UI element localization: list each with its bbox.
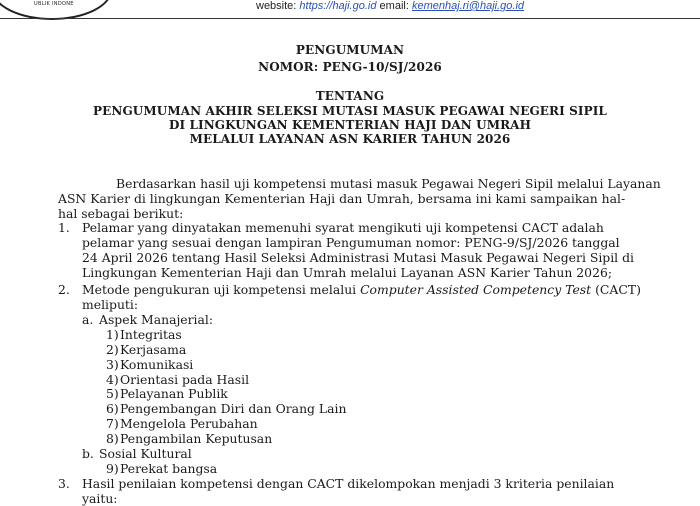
list-number: 1. [58,220,70,235]
list-text: Pelamar yang dinyatakan memenuhi syarat mengikuti uji kompetensi CACT adalah pelamar yang sesuai dengan lampiran Pengumuman nomor: PENG-9/SJ/2026 tanggal 24 April 2026 tentang Hasil Seleksi Administrasi Mutasi Masuk Pegawai Negeri Sipil di Lingkungan Kementerian Haji dan Umrah melalui Layanan ASN Karier Tahun 2026; [82,220,634,280]
website-link[interactable]: https://haji.go.id [299,0,377,12]
subject-line-1: PENGUMUMAN AKHIR SELEKSI MUTASI MASUK PEGAWAI NEGERI SIPIL [93,104,607,118]
aspect-item: 1)Integritas [106,327,182,342]
subject-line-3: MELALUI LAYANAN ASN KARIER TAHUN 2026 [189,132,511,146]
document-number: NOMOR: PENG-10/SJ/2026 [258,60,442,74]
email-label: email: [379,0,409,12]
sublist-title: Sosial Kultural [99,446,192,461]
list-number: 3. [58,476,70,491]
aspect-item: 3)Komunikasi [106,357,194,372]
list-text: Hasil penilaian kompetensi dengan CACT dikelompokan menjadi 3 kriteria penilaian yaitu: [82,476,615,506]
about-label: TENTANG [315,89,385,103]
aspect-item: 4)Orientasi pada Hasil [106,372,250,387]
website-label: website: [256,0,297,12]
letterhead-divider [0,18,700,19]
sublist-label: b. [82,446,94,461]
list-number: 2. [58,282,70,297]
aspect-item: 6)Pengembangan Diri dan Orang Lain [106,401,347,416]
email-link[interactable]: kemenhaj.ri@haji.go.id [411,0,525,12]
aspect-item: 2)Kerjasama [106,342,187,357]
aspect-item: 5)Pelayanan Publik [106,386,228,401]
aspect-item: 9)Perekat bangsa [106,461,218,476]
aspect-item: 7)Mengelola Perubahan [106,416,258,431]
list-text: Metode pengukuran uji kompetensi melalui Computer Assisted Competency Test (CACT) meliputi: [82,282,641,312]
aspect-item: 8)Pengambilan Keputusan [106,431,273,446]
logo-text: UBLIK INDONE [34,1,74,7]
contact-line [256,0,524,12]
intro-paragraph [58,176,662,221]
sublist-label: a. [82,312,94,327]
letterhead [0,0,700,22]
intro-line-1: Berdasarkan hasil uji kompetensi mutasi masuk Pegawai Negeri Sipil melalui Layanan [116,176,661,191]
intro-line-3: hal sebagai berikut: [58,206,184,221]
subject-line-2: DI LINGKUNGAN KEMENTERIAN HAJI DAN UMRAH [168,118,532,132]
sublist-title: Aspek Manajerial: [99,312,214,327]
intro-line-2: ASN Karier di lingkungan Kementerian Haji dan Umrah, bersama ini kami sampaikan hal- [58,191,626,206]
document-title: PENGUMUMAN [295,43,405,57]
